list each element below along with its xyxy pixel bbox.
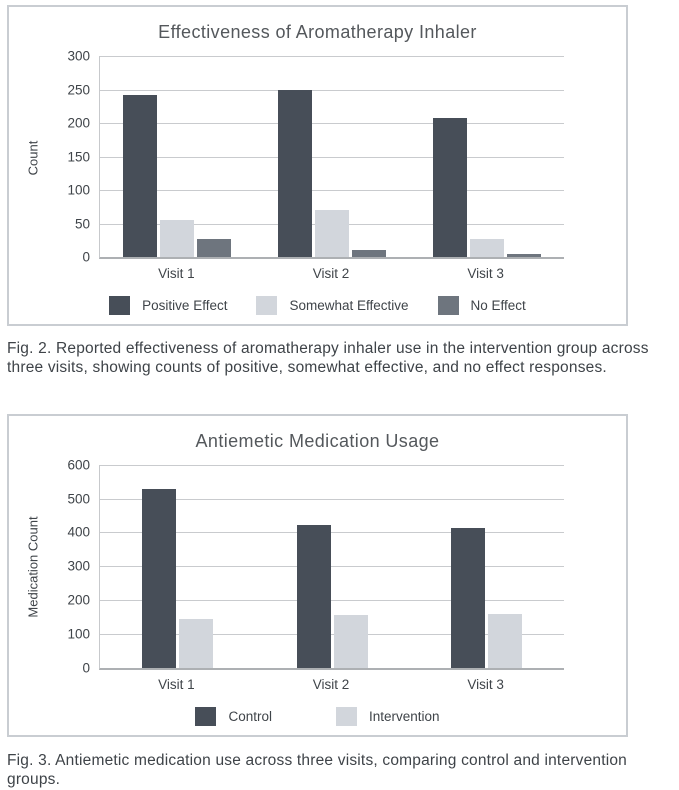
bar-group-visit-3 xyxy=(409,56,564,257)
plot-area xyxy=(99,465,564,670)
bar-somewhat-effective-visit-2 xyxy=(315,210,349,257)
y-axis-label-column xyxy=(9,465,51,670)
bar-positive-effect-visit-2 xyxy=(278,90,312,258)
y-tick-label: 500 xyxy=(67,491,90,507)
x-tick-label: Visit 1 xyxy=(158,676,195,692)
x-tick-label: Visit 1 xyxy=(158,266,195,281)
bar-no-effect-visit-3 xyxy=(507,254,541,257)
legend-swatch-icon xyxy=(438,296,459,315)
plot-area xyxy=(99,56,564,259)
bar-group-visit-2 xyxy=(255,56,410,257)
legend-item xyxy=(195,707,272,726)
legend-swatch-icon xyxy=(256,296,277,315)
bar-no-effect-visit-1 xyxy=(197,239,231,257)
figure2-caption: Fig. 2. Reported effectiveness of aromatherapy inhaler use in the intervention group across three visits, showing counts of positive, somewhat effective, and no effect responses. xyxy=(7,340,649,376)
y-axis-label: Count xyxy=(25,140,41,175)
chart-title: Antiemetic Medication Usage xyxy=(195,430,440,451)
legend-item xyxy=(336,707,440,726)
bar-somewhat-effective-visit-1 xyxy=(160,220,194,257)
chart-body xyxy=(9,48,626,265)
bar-group-visit-2 xyxy=(255,465,410,668)
bar-group-visit-1 xyxy=(100,56,255,257)
bar-control-visit-2 xyxy=(297,525,331,668)
bar-groups xyxy=(100,56,564,257)
bar-positive-effect-visit-1 xyxy=(123,95,157,257)
x-tick-label: Visit 2 xyxy=(312,676,350,692)
legend xyxy=(9,296,626,315)
y-axis-ticks xyxy=(51,457,99,676)
y-axis-label: Medication Count xyxy=(25,516,41,618)
y-tick-label: 0 xyxy=(82,249,90,265)
bar-control-visit-1 xyxy=(142,489,176,668)
x-tick-label: Visit 3 xyxy=(467,676,504,692)
legend-label: Control xyxy=(228,708,272,724)
y-tick-label: 300 xyxy=(67,48,90,64)
bar-group-visit-3 xyxy=(409,465,564,668)
legend xyxy=(9,707,626,726)
bar-control-visit-3 xyxy=(451,528,485,668)
legend-item xyxy=(256,296,408,315)
figure3-caption: Fig. 3. Antiemetic medication use across three visits, comparing control and intervention groups. xyxy=(7,751,628,788)
legend-label: Positive Effect xyxy=(142,298,228,313)
bar-groups xyxy=(100,465,564,668)
y-tick-label: 600 xyxy=(67,457,90,473)
aromatherapy-effectiveness-chart xyxy=(9,22,626,315)
x-axis-labels xyxy=(99,266,563,281)
bar-somewhat-effective-visit-3 xyxy=(470,239,504,257)
antiemetic-usage-chart xyxy=(9,431,626,726)
figure2-panel xyxy=(7,5,628,326)
y-axis-label-column xyxy=(9,56,51,259)
y-tick-label: 250 xyxy=(67,82,90,97)
x-axis-labels xyxy=(99,677,563,692)
chart-body xyxy=(9,457,626,676)
legend-item xyxy=(109,296,227,315)
bar-positive-effect-visit-3 xyxy=(433,118,467,257)
legend-swatch-icon xyxy=(109,296,130,315)
x-tick-label: Visit 2 xyxy=(312,266,350,281)
y-tick-label: 150 xyxy=(67,149,90,164)
bar-intervention-visit-3 xyxy=(488,614,522,668)
legend-swatch-icon xyxy=(195,707,216,726)
chart-title: Effectiveness of Aromatherapy Inhaler xyxy=(158,22,477,42)
bar-intervention-visit-2 xyxy=(334,615,368,668)
figure3-panel xyxy=(7,414,628,737)
y-tick-label: 200 xyxy=(67,592,90,608)
y-axis-ticks xyxy=(51,48,99,265)
legend-label: No Effect xyxy=(470,298,526,313)
y-tick-label: 100 xyxy=(67,626,90,642)
legend-label: Intervention xyxy=(368,708,440,724)
bar-group-visit-1 xyxy=(100,465,255,668)
y-tick-label: 300 xyxy=(67,558,90,574)
y-tick-label: 100 xyxy=(67,182,90,198)
x-tick-label: Visit 3 xyxy=(467,266,504,281)
y-tick-label: 200 xyxy=(67,115,90,131)
legend-item xyxy=(438,296,526,315)
bar-no-effect-visit-2 xyxy=(352,250,386,257)
legend-label: Somewhat Effective xyxy=(289,298,409,313)
bar-intervention-visit-1 xyxy=(179,619,213,667)
legend-swatch-icon xyxy=(336,707,357,726)
y-tick-label: 400 xyxy=(67,524,90,540)
y-tick-label: 50 xyxy=(74,216,90,231)
y-tick-label: 0 xyxy=(82,660,90,676)
